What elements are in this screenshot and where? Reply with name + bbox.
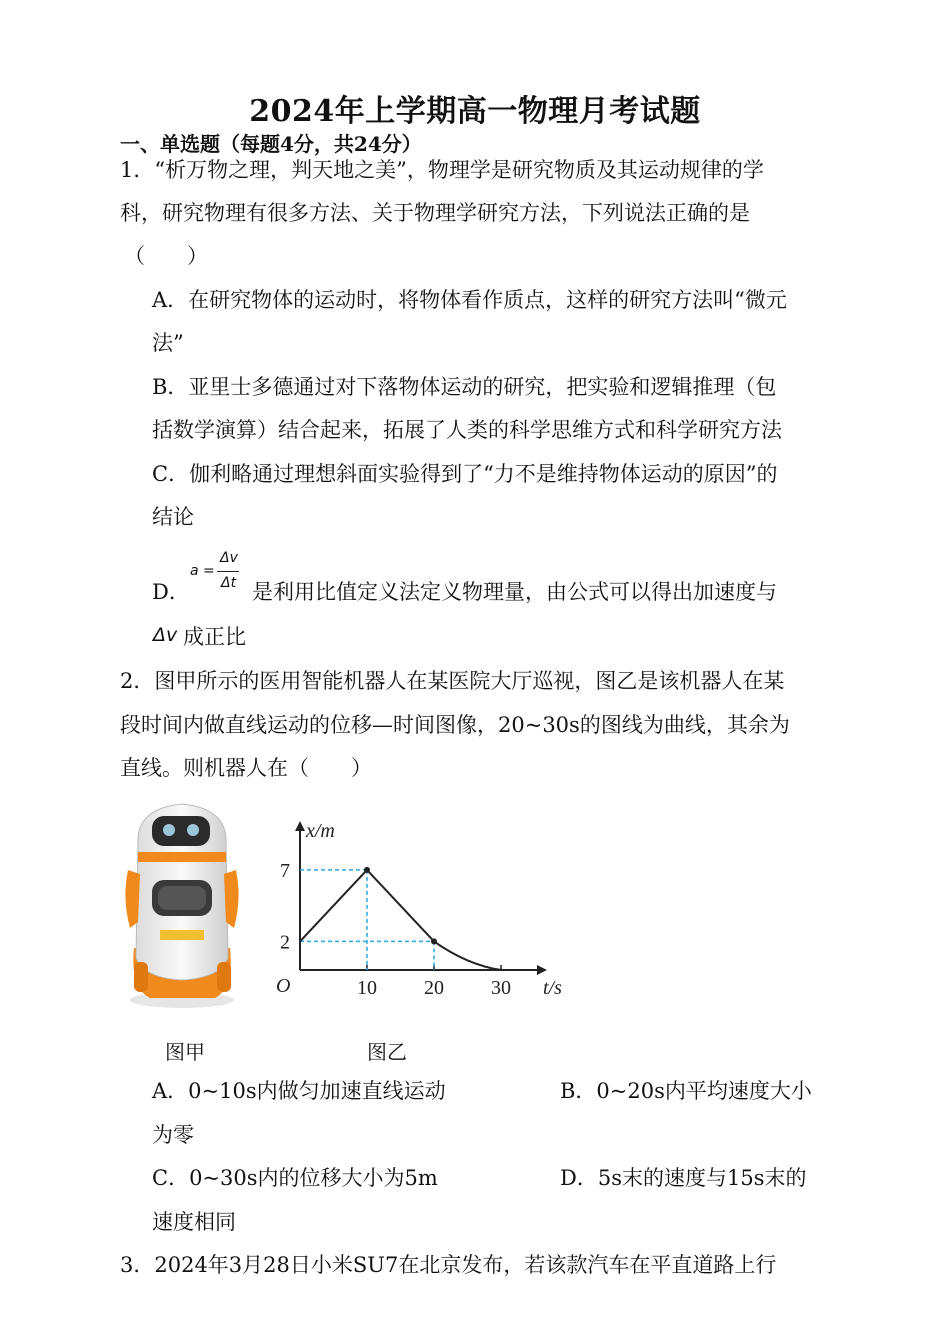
caption-figure-a: 图甲 bbox=[165, 1040, 205, 1064]
q1-option-a-line-1: A．在研究物体的运动时，将物体看作质点，这样的研究方法叫“微元 bbox=[152, 288, 787, 312]
robot-chest-inner bbox=[158, 886, 206, 910]
q2-stem-line-2: 段时间内做直线运动的位移—时间图像，20~30s的图线为曲线，其余为 bbox=[120, 713, 790, 737]
q2-stem-line-1: 2．图甲所示的医用智能机器人在某医院大厅巡视，图乙是该机器人在某 bbox=[120, 669, 785, 693]
origin-label: O bbox=[276, 975, 291, 997]
x-tick-label: 10 bbox=[357, 977, 377, 999]
y-axis-label: x/m bbox=[306, 820, 335, 842]
q1-option-c-line-2: 结论 bbox=[152, 505, 194, 529]
section-heading: 一、单选题（每题4分，共24分） bbox=[120, 132, 422, 156]
robot-arm-right bbox=[224, 870, 239, 928]
q3-stem: 3．2024年3月28日小米SU7在北京发布，若该款汽车在平直道路上行 bbox=[120, 1253, 777, 1277]
q2-option-c: C．0~30s内的位移大小为5m bbox=[152, 1166, 438, 1190]
robot-arm-left bbox=[125, 870, 140, 928]
robot-eye-right bbox=[187, 824, 199, 836]
q1-stem-line-2: 科，研究物理有很多方法、关于物理学研究方法，下列说法正确的是 bbox=[120, 201, 750, 225]
robot-figure bbox=[120, 798, 245, 1010]
robot-face-screen bbox=[152, 816, 210, 846]
x-axis-label: t/s bbox=[543, 977, 562, 999]
q1-option-d-text: 是利用比值定义法定义物理量，由公式可以得出加速度与 bbox=[252, 580, 777, 604]
y-axis-arrow bbox=[295, 821, 305, 831]
robot-wheel-left bbox=[134, 962, 148, 992]
data-point bbox=[431, 938, 437, 944]
q1-option-d-symbol: Δv bbox=[153, 624, 178, 646]
q1-stem-line-3: （ ） bbox=[124, 244, 208, 268]
formula-denominator: Δt bbox=[221, 575, 237, 591]
formula-bar bbox=[217, 571, 239, 572]
q2-option-b-line-2: 为零 bbox=[152, 1123, 194, 1147]
q2-stem-line-3: 直线。则机器人在（ ） bbox=[120, 756, 372, 780]
xt-chart bbox=[270, 815, 560, 1005]
formula-lhs: a = bbox=[190, 563, 215, 579]
q1-option-d-text-2: 成正比 bbox=[183, 625, 246, 649]
x-tick-label: 20 bbox=[424, 977, 444, 999]
page-title: 2024年上学期高一物理月考试题 bbox=[249, 94, 701, 129]
q2-option-d-line-2: 速度相同 bbox=[152, 1210, 236, 1234]
robot-wheel-right bbox=[217, 962, 231, 992]
q2-option-a: A．0~10s内做匀加速直线运动 bbox=[152, 1079, 446, 1103]
q1-option-d-label: D． bbox=[152, 580, 190, 604]
robot-band bbox=[138, 852, 226, 862]
series-curve bbox=[434, 941, 501, 970]
q2-option-b-line-1: B．0~20s内平均速度大小 bbox=[560, 1079, 812, 1103]
robot-eye-left bbox=[163, 824, 175, 836]
formula-numerator: Δv bbox=[220, 550, 238, 566]
y-tick-label: 7 bbox=[280, 859, 290, 882]
q1-option-c-line-1: C．伽利略通过理想斜面实验得到了“力不是维持物体运动的原因”的 bbox=[152, 462, 778, 486]
x-tick-label: 30 bbox=[491, 977, 511, 999]
data-point bbox=[364, 867, 370, 873]
q1-stem-line-1: 1．“析万物之理，判天地之美”，物理学是研究物质及其运动规律的学 bbox=[120, 158, 764, 182]
q2-option-d-line-1: D．5s末的速度与15s末的 bbox=[560, 1166, 807, 1190]
q1-option-b-line-2: 括数学演算）结合起来，拓展了人类的科学思维方式和科学研究方法 bbox=[152, 418, 782, 442]
robot-label bbox=[160, 930, 204, 940]
q1-option-b-line-1: B．亚里士多德通过对下落物体运动的研究，把实验和逻辑推理（包 bbox=[152, 375, 777, 399]
y-tick-label: 2 bbox=[280, 931, 290, 954]
caption-figure-b: 图乙 bbox=[367, 1040, 407, 1064]
x-axis-arrow bbox=[537, 965, 547, 975]
q1-option-a-line-2: 法” bbox=[152, 331, 184, 355]
